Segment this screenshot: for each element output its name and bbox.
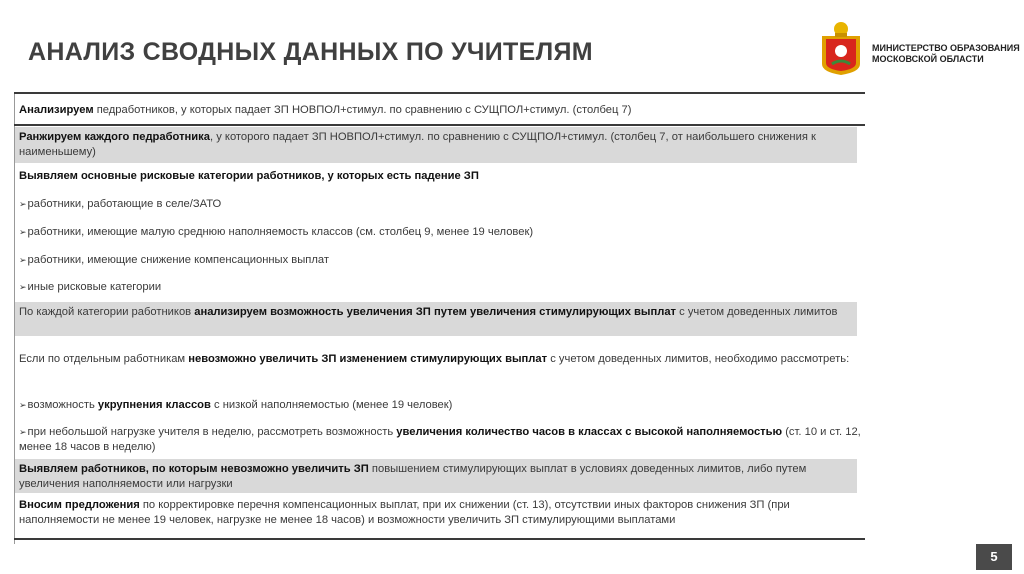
divider [14,124,865,126]
text: По каждой категории работников [19,306,195,318]
ministry-name [872,43,1020,65]
row-risk-categories [15,169,865,184]
ministry-line-1: МИНИСТЕРСТВО ОБРАЗОВАНИЯ [872,43,1020,53]
text: (ст. 10 и ст. 12, менее 18 часов в неделю) [19,426,861,453]
moscow-region-coat-of-arms-icon [818,20,864,76]
bold-text: анализируем возможность увеличения ЗП путем увеличения стимулирующих выплат [194,306,677,318]
bullet-item: ➢ работники, имеющие снижение компенсационных выплат [15,253,865,268]
row-impossible-increase [15,352,865,367]
bullet-item: ➢ иные рисковые категории [15,280,865,295]
row-category-analysis [15,302,857,336]
row-analyze [15,103,865,118]
bold-text: Выявляем основные рисковые категории работников, у которых есть падение ЗП [19,170,479,182]
bullet-item: ➢ работники, имеющие малую среднюю наполняемость классов (см. столбец 9, менее 19 человек) [15,225,865,240]
bullet-item [15,425,865,454]
slide-title: АНАЛИЗ СВОДНЫХ ДАННЫХ ПО УЧИТЕЛЯМ [28,38,593,66]
text: педработников, у которых падает ЗП НОВПОЛ+стимул. по сравнению с СУЩПОЛ+стимул. (столбец 7) [93,104,632,116]
text: повышением стимулирующих выплат в условиях доведенных лимитов, либо путем увеличения наполняемости или нагрузки [19,463,807,490]
bold-text: Вносим предложения [19,499,140,511]
bullet-item: ➢ работники, работающие в селе/ЗАТО [15,197,865,212]
bottom-divider [14,538,865,540]
bullet-item [15,398,865,413]
bold-text: Ранжируем каждого педработника [19,131,211,143]
bold-text: увеличения количество часов в классах с высокой наполняемостью [396,426,783,438]
page-number: 5 [976,544,1012,570]
ministry-line-2: МОСКОВСКОЙ ОБЛАСТИ [872,54,984,64]
bold-text: Выявляем работников, по которым невозможно увеличить ЗП [19,463,369,475]
text: возможность [27,399,98,411]
bold-text: Анализируем [19,104,94,116]
text: с низкой наполняемостью (менее 19 человек) [210,399,453,411]
text: по корректировке перечня компенсационных выплат, при их снижении (ст. 13), отсутствии иных факторов снижения ЗП (при наполняемости не менее 19 человек, нагрузке не менее 18 часов) и возможности увеличить ЗП стимулирующими выплатами [19,499,790,526]
bold-text: укрупнения классов [97,399,211,411]
text: Если по отдельным работникам [19,353,189,365]
text: с учетом доведенных лимитов, необходимо рассмотреть: [547,353,850,365]
row-rank [15,127,857,163]
text: при небольшой нагрузке учителя в неделю, рассмотреть возможность [27,426,397,438]
row-identify-workers [15,459,857,493]
text: , у которого падает ЗП НОВПОЛ+стимул. по сравнению с СУЩПОЛ+стимул. (столбец 7, от наибольшего снижения к наименьшему) [19,131,816,158]
row-proposals [15,498,865,527]
bold-text: невозможно увеличить ЗП изменением стимулирующих выплат [188,353,548,365]
top-divider [14,92,865,94]
text: с учетом доведенных лимитов [676,306,838,318]
